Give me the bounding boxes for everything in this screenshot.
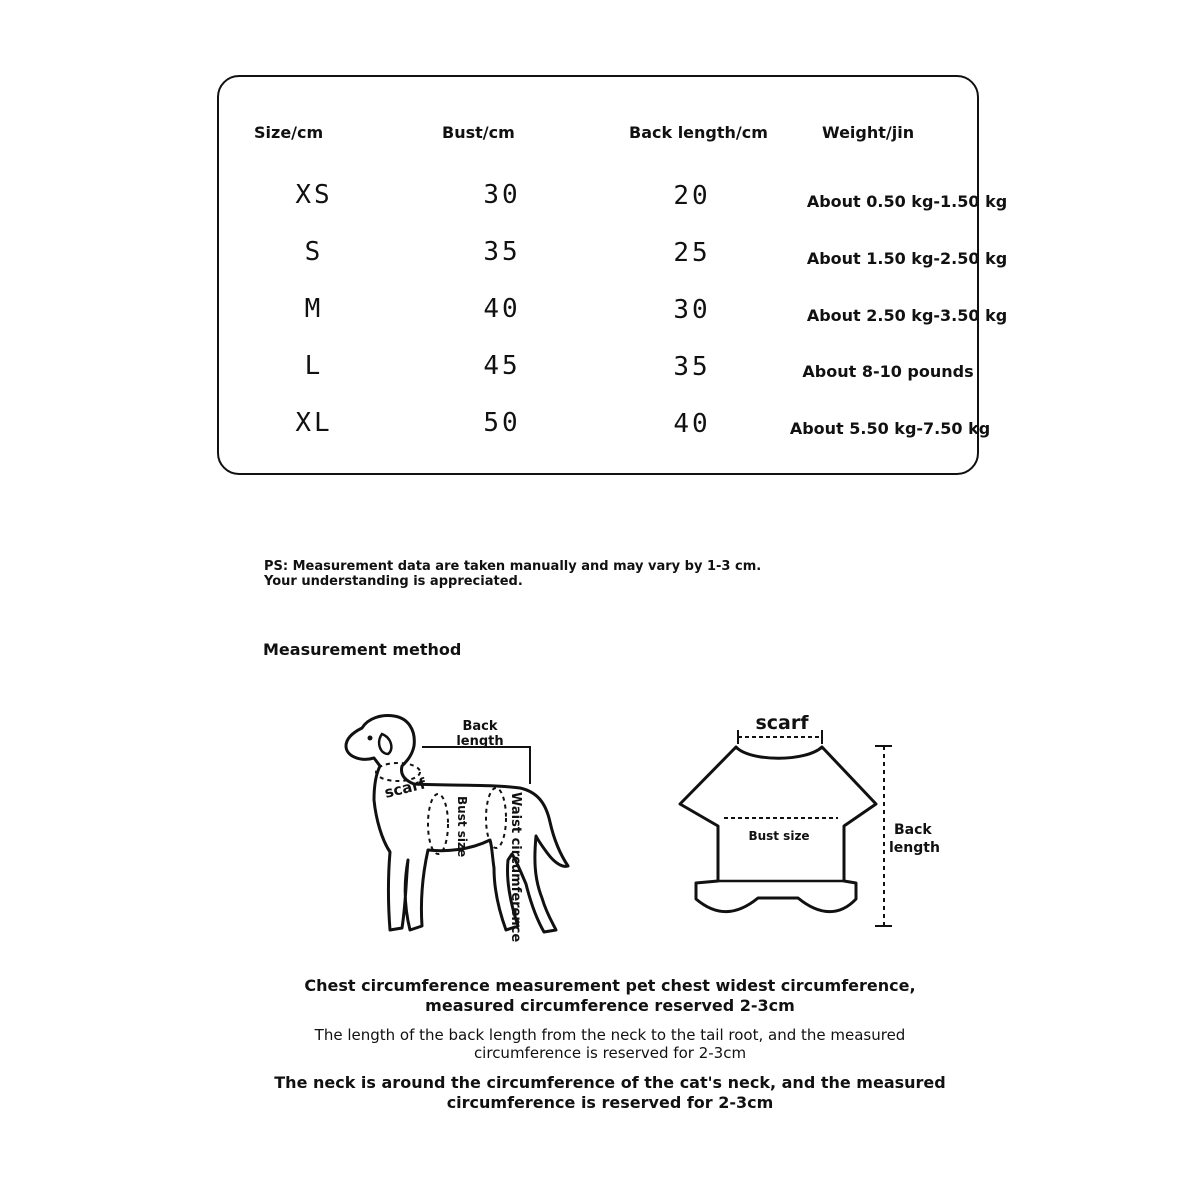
cell-weight: About 1.50 kg-2.50 kg [806, 249, 1008, 268]
header-back-length: Back length/cm [629, 123, 768, 142]
cell-weight: About 0.50 kg-1.50 kg [806, 192, 1008, 211]
neck-measurement-note: The neck is around the circumference of the cat's neck, and the measured circumference is reserved for 2-3cm [274, 1073, 946, 1112]
scarf-label: scarf [382, 774, 428, 802]
header-size: Size/cm [254, 123, 324, 142]
back-length-label-line2: length [889, 840, 940, 856]
cell-size: M [304, 294, 324, 324]
back-length-line [422, 747, 530, 784]
bust-size-label: Bust size [748, 829, 810, 843]
cell-bust: 40 [483, 294, 521, 324]
measurement-method-title: Measurement method [263, 640, 462, 659]
size-table [217, 75, 1008, 475]
cell-back-length: 35 [673, 352, 711, 382]
cell-size: XL [295, 408, 333, 438]
back-length-measurement-note: The length of the back length from the neck to the tail root, and the measured circumference is reserved for 2-3cm [314, 1026, 906, 1062]
cell-weight: About 8-10 pounds [802, 362, 974, 381]
clothing-measurement-diagram [670, 700, 950, 940]
dog-eye [368, 736, 373, 741]
back-length-label-line1: Back [894, 822, 932, 838]
back-length-label-line1: Back [462, 719, 498, 734]
cell-bust: 45 [483, 351, 521, 381]
cell-back-length: 40 [673, 409, 711, 439]
cell-bust: 30 [483, 180, 521, 210]
cell-weight: About 2.50 kg-3.50 kg [806, 306, 1008, 325]
cell-weight: About 5.50 kg-7.50 kg [789, 419, 991, 438]
header-bust: Bust/cm [442, 123, 515, 142]
cell-back-length: 25 [673, 238, 711, 268]
cell-back-length: 30 [673, 295, 711, 325]
scarf-label: scarf [755, 712, 809, 734]
back-length-label-line2: length [456, 734, 504, 749]
cell-size: XS [295, 180, 333, 210]
header-weight: Weight/jin [822, 123, 915, 142]
cell-back-length: 20 [673, 181, 711, 211]
waist-circumference-label: Waist circumference [508, 792, 523, 943]
chest-measurement-note: Chest circumference measurement pet chest widest circumference, measured circumference reserved 2-3cm [304, 976, 916, 1015]
dog-ear [379, 734, 391, 754]
cell-size: L [304, 351, 324, 381]
dog-measurement-diagram [330, 700, 590, 950]
bust-ring [428, 794, 448, 854]
bust-size-label: Bust size [455, 796, 469, 858]
ps-note: PS: Measurement data are taken manually and may vary by 1-3 cm. Your understanding is appreciated. [264, 559, 762, 589]
cell-bust: 35 [483, 237, 521, 267]
cell-bust: 50 [483, 408, 521, 438]
cell-size: S [304, 237, 324, 267]
